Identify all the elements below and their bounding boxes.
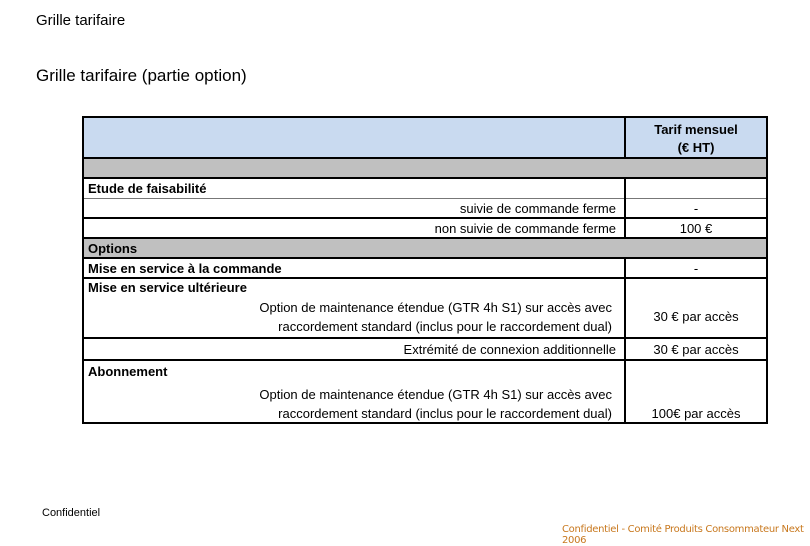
rule-etude-row2 xyxy=(84,237,766,239)
footer-text: Confidentiel - Comité Produits Consommateur Next 2006 xyxy=(562,524,804,546)
rule-etude-row1 xyxy=(84,217,766,219)
page-title: Grille tarifaire xyxy=(36,12,126,29)
options-title: Options xyxy=(88,241,138,256)
options-row xyxy=(84,238,766,258)
etude-row2-price: 100 € xyxy=(679,221,713,236)
header-price-line2: (€ HT) xyxy=(677,140,715,155)
rule-grey xyxy=(84,177,766,179)
rule-mise-commande xyxy=(84,277,766,279)
rule-options xyxy=(84,257,766,259)
confidential-note: Confidentiel xyxy=(42,507,101,519)
rule-etude-sub xyxy=(84,198,766,199)
vrule-header xyxy=(624,118,626,158)
mise-ulterieure-row1-line2: raccordement standard (inclus pour le raccordement dual) xyxy=(278,319,612,334)
mise-ulterieure-row1-price: 30 € par accès xyxy=(653,309,739,324)
etude-title: Etude de faisabilité xyxy=(88,181,207,196)
abonnement-row1-line2: raccordement standard (inclus pour le raccordement dual) xyxy=(278,406,612,421)
mise-commande-label: Mise en service à la commande xyxy=(88,261,282,276)
vrule-body xyxy=(624,258,626,422)
abonnement-title: Abonnement xyxy=(88,364,168,379)
pricing-table xyxy=(82,116,768,424)
mise-commande-price: - xyxy=(693,261,699,276)
etude-row2-label: non suivie de commande ferme xyxy=(434,221,616,236)
mise-ulterieure-row2-price: 30 € par accès xyxy=(653,342,739,357)
mise-ulterieure-row1-line1: Option de maintenance étendue (GTR 4h S1) sur accès avec xyxy=(259,300,612,315)
rule-mise-ulterieure-row2 xyxy=(84,359,766,361)
mise-ulterieure-title: Mise en service ultérieure xyxy=(88,280,247,295)
header-price-line1: Tarif mensuel xyxy=(654,122,738,137)
rule-header xyxy=(84,157,766,159)
vrule-etude xyxy=(624,178,626,238)
abonnement-row1-line1: Option de maintenance étendue (GTR 4h S1) sur accès avec xyxy=(259,387,612,402)
etude-row1-price: - xyxy=(693,201,699,216)
etude-row1-label: suivie de commande ferme xyxy=(459,201,616,216)
rule-mise-ulterieure-row1 xyxy=(84,337,766,339)
page-subtitle: Grille tarifaire (partie option) xyxy=(36,66,247,85)
mise-ulterieure-row2-label: Extrémité de connexion additionnelle xyxy=(403,342,616,357)
grey-separator-row xyxy=(84,158,766,178)
abonnement-row1-price: 100€ par accès xyxy=(651,406,741,421)
